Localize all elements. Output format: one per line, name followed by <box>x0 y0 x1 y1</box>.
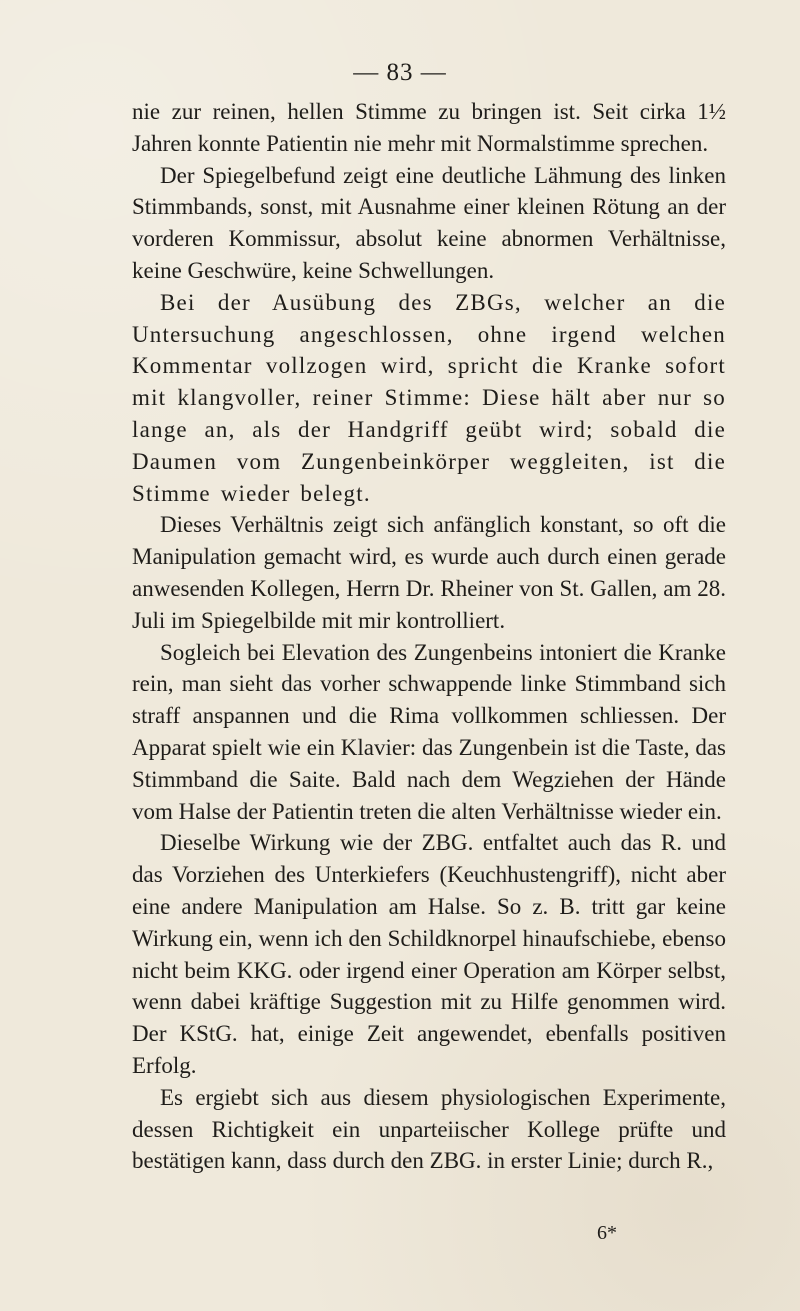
paragraph-4: Dieses Verhältnis zeigt sich anfänglich konstant, so oft die Manipulation gemacht wird, es wurde auch durch einen gerade anwesenden Kollegen, Herrn Dr. Rheiner von St. Gallen, am 28. Juli im Spiegelbilde mit mir kontrolliert. <box>132 512 726 633</box>
page-number: — 83 — <box>353 59 447 86</box>
body-text <box>132 96 726 1177</box>
paragraph-1: nie zur reinen, hellen Stimme zu bringen ist. Seit cirka 1½ Jahren konnte Patientin nie mehr mit Normalstimme sprechen. <box>132 99 726 156</box>
paragraph-6: Dieselbe Wirkung wie der ZBG. entfaltet auch das R. und das Vorziehen des Unterkiefers (Keuchhustengriff), nicht aber eine andere Manipulation am Halse. So z. B. tritt gar keine Wirkung ein, wenn ich den Schildknorpel hinaufschiebe, ebenso nicht beim KKG. oder irgend einer Operation am Körper selbst, wenn dabei kräftige Suggestion mit zu Hilfe genommen wird. Der KStG. hat, einige Zeit angewendet, ebenfalls positiven Erfolg. <box>132 830 726 1078</box>
paragraph-5: Sogleich bei Elevation des Zungenbeins intoniert die Kranke rein, man sieht das vorher schwappende linke Stimmband sich straff anspannen und die Rima vollkommen schliessen. Der Apparat spielt wie ein Klavier: das Zungenbein ist die Taste, das Stimmband die Saite. Bald nach dem Wegziehen der Hände vom Halse der Patientin treten die alten Verhältnisse wieder ein. <box>132 639 726 824</box>
signature-mark: 6* <box>597 1222 617 1244</box>
paragraph-7: Es ergiebt sich aus diesem physiologischen Experimente, dessen Richtigkeit ein unparteiischer Kollege prüfte und bestätigen kann, dass durch den ZBG. in erster Linie; durch R., <box>132 1084 726 1174</box>
paragraph-3: Bei der Ausübung des ZBGs, welcher an die Untersuchung angeschlossen, ohne irgend welchen Kommentar vollzogen wird, spricht die Kranke sofort mit klangvoller, reiner Stimme: Diese hält aber nur so lange an, als der Handgriff geübt wird; sobald die Daumen vom Zungenbeinkörper weggleiten, ist die Stimme wieder belegt. <box>132 289 726 506</box>
paragraph-2: Der Spiegelbefund zeigt eine deutliche Lähmung des linken Stimmbands, sonst, mit Ausnahme einer kleinen Rötung an der vorderen Kommissur, absolut keine abnormen Verhältnisse, keine Geschwüre, keine Schwellungen. <box>132 162 726 283</box>
